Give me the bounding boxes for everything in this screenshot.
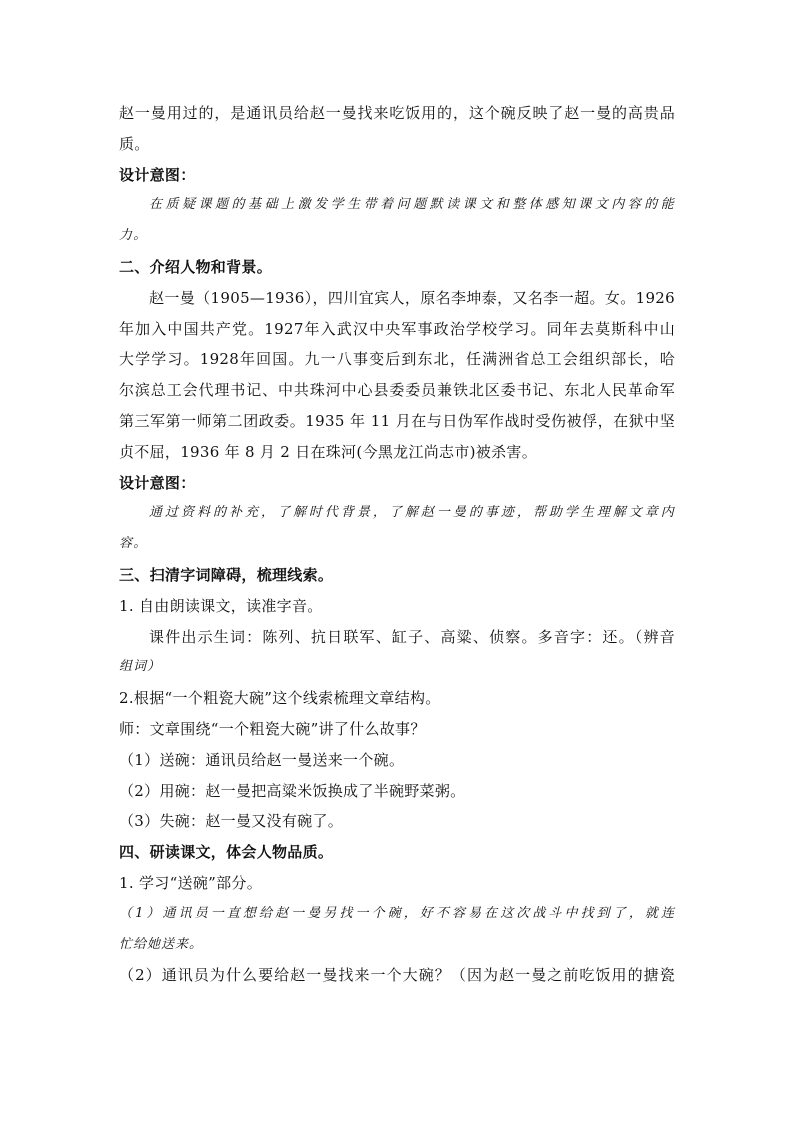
text-line: 通过资料的补充，了解时代背景，了解赵一曼的事迹，帮助学生理解文章内 — [149, 505, 675, 521]
section-heading: 二、介绍人物和背景。 — [119, 257, 273, 276]
text-line: 年加入中国共产党。1927年入武汉中央军事政治学校学习。同年去莫斯科中山 — [119, 319, 675, 338]
text-line: （1）通讯员一直想给赵一曼另找一个碗，好不容易在这次战斗中找到了，就连 — [119, 905, 675, 921]
text-line: （3）失碗：赵一曼又没有碗了。 — [119, 812, 344, 831]
text-line: （2）通讯员为什么要给赵一曼找来一个大碗？（因为赵一曼之前吃饭用的搪瓷 — [119, 966, 675, 985]
text-line: 大学学习。1928年回国。九一八事变后到东北，任满洲省总工会组织部长，哈 — [119, 350, 675, 369]
text-line: 师：文章围绕“一个粗瓷大碗”讲了什么故事？ — [119, 719, 426, 738]
text-line: 课件出示生词：陈列、抗日联军、缸子、高粱、侦察。多音字：还。（辨音 — [149, 627, 675, 646]
text-line: 第三军第一师第二团政委。1935 年 11 月在与日伪军作战时受伤被俘，在狱中坚 — [119, 411, 675, 430]
text-line: （2）用碗：赵一曼把高粱米饭换成了半碗野菜粥。 — [119, 781, 466, 800]
text-line: 2.根据“一个粗瓷大碗”这个线索梳理文章结构。 — [119, 689, 441, 708]
document-page — [119, 98, 675, 991]
text-line: 容。 — [119, 536, 148, 552]
text-line: 质。 — [119, 134, 150, 153]
text-line: 尔滨总工会代理书记、中共珠河中心县委委员兼铁北区委书记、东北人民革命军 — [119, 381, 675, 400]
text-line: 赵一曼用过的，是通讯员给赵一曼找来吃饭用的，这个碗反映了赵一曼的高贵品 — [119, 104, 675, 122]
text-line: 贞不屈，1936 年 8 月 2 日在珠河(今黑龙江尚志市)被杀害。 — [119, 442, 538, 461]
section-heading: 四、研读课文，体会人物品质。 — [119, 843, 334, 862]
text-line: 赵一曼（1905—1936），四川宜宾人，原名李坤泰，又名李一超。女。1926 — [149, 288, 675, 307]
text-line: 在质疑课题的基础上激发学生带着问题默读课文和整体感知课文内容的能 — [149, 197, 675, 213]
text-line: 1. 学习“送碗”部分。 — [119, 873, 263, 892]
text-line: （1）送碗：通讯员给赵一曼送来一个碗。 — [119, 750, 405, 769]
text-line: 力。 — [119, 228, 148, 244]
section-heading: 设计意图： — [119, 165, 196, 184]
section-heading: 设计意图： — [119, 473, 196, 492]
section-heading: 三、扫清字词障碍，梳理线索。 — [119, 565, 334, 584]
text-line: 1. 自由朗读课文，读准字音。 — [119, 596, 323, 615]
text-line: 忙给她送来。 — [119, 936, 204, 952]
text-line: 组词） — [119, 659, 162, 675]
